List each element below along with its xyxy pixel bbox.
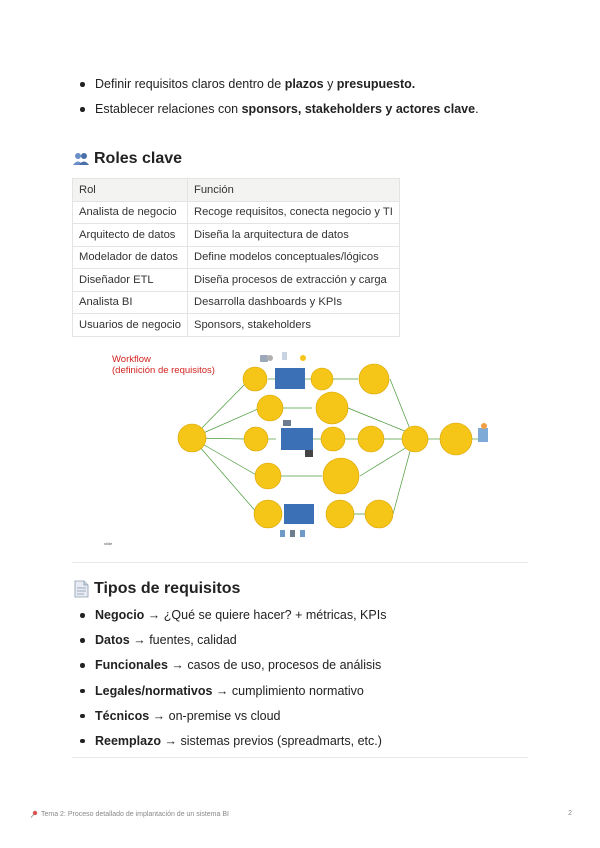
list-item: Establecer relaciones con sponsors, stakeholders y actores clave. xyxy=(78,101,479,126)
page-footer xyxy=(30,810,229,818)
workflow-box xyxy=(281,428,313,450)
workflow-subtitle: (definición de requisitos) xyxy=(112,365,215,376)
workflow-title: Workflow xyxy=(112,354,151,365)
table-row xyxy=(73,201,400,224)
workflow-node xyxy=(326,500,354,528)
workflow-nodes xyxy=(178,364,472,528)
table-cell: Usuarios de negocio xyxy=(73,314,188,337)
types-title: Tipos de requisitos xyxy=(94,580,241,597)
workflow-boxes xyxy=(275,368,314,524)
workflow-node xyxy=(440,423,472,455)
workflow-node xyxy=(257,395,283,421)
table-row xyxy=(73,224,400,247)
table-header-row xyxy=(73,179,400,202)
table-cell: Arquitecto de datos xyxy=(73,224,188,247)
column-header: Rol xyxy=(73,179,188,202)
workflow-node xyxy=(358,426,384,452)
divider xyxy=(72,562,528,563)
footer-text: Tema 2: Proceso detallado de implantación de un sistema BI xyxy=(41,810,229,818)
workflow-node xyxy=(321,427,345,451)
table-cell: Analista BI xyxy=(73,291,188,314)
table-cell: Diseña la arquitectura de datos xyxy=(188,224,400,247)
types-list xyxy=(78,607,386,758)
list-item: Definir requisitos claros dentro de plazos y presupuesto. xyxy=(78,76,479,101)
roles-heading xyxy=(72,150,182,168)
page-number: 2 xyxy=(568,810,572,817)
table-cell: Sponsors, stakeholders xyxy=(188,314,400,337)
workflow-node xyxy=(243,367,267,391)
table-cell: Diseñador ETL xyxy=(73,269,188,292)
intro-bullets xyxy=(78,76,479,126)
types-heading xyxy=(72,580,240,598)
roles-title: Roles clave xyxy=(94,150,183,167)
roles-table xyxy=(72,178,400,337)
table-cell: Recoge requisitos, conecta negocio y TI xyxy=(188,201,400,224)
list-item: Reemplazo → sistemas previos (spreadmarts, etc.) xyxy=(78,733,386,758)
table-cell: Modelador de datos xyxy=(73,246,188,269)
workflow-node xyxy=(365,500,393,528)
list-item: Técnicos → on-premise vs cloud xyxy=(78,708,386,733)
table-cell: Analista de negocio xyxy=(73,201,188,224)
column-header: Función xyxy=(188,179,400,202)
workflow-node xyxy=(254,500,282,528)
people-icon xyxy=(72,150,90,168)
workflow-box xyxy=(284,504,314,524)
table-cell: Diseña procesos de extracción y carga xyxy=(188,269,400,292)
document-icon xyxy=(72,580,90,598)
table-row xyxy=(73,269,400,292)
workflow-node xyxy=(255,463,281,489)
workflow-diagram xyxy=(100,346,500,546)
list-item: Datos → fuentes, calidad xyxy=(78,632,386,657)
table-cell: Define modelos conceptuales/lógicos xyxy=(188,246,400,269)
list-item: Funcionales → casos de uso, procesos de análisis xyxy=(78,657,386,682)
slide-mark: slide xyxy=(104,541,113,546)
list-item: Negocio → ¿Qué se quiere hacer? + métricas, KPIs xyxy=(78,607,386,632)
workflow-node xyxy=(402,426,428,452)
workflow-node xyxy=(359,364,389,394)
list-item: Legales/normativos → cumplimiento normativo xyxy=(78,683,386,708)
workflow-node xyxy=(323,458,359,494)
workflow-node xyxy=(316,392,348,424)
table-cell: Desarrolla dashboards y KPIs xyxy=(188,291,400,314)
workflow-node xyxy=(244,427,268,451)
workflow-node xyxy=(311,368,333,390)
workflow-box xyxy=(275,368,305,389)
table-row xyxy=(73,314,400,337)
table-row xyxy=(73,246,400,269)
divider xyxy=(72,757,528,758)
pin-icon xyxy=(30,810,38,818)
workflow-node xyxy=(178,424,206,452)
table-row xyxy=(73,291,400,314)
